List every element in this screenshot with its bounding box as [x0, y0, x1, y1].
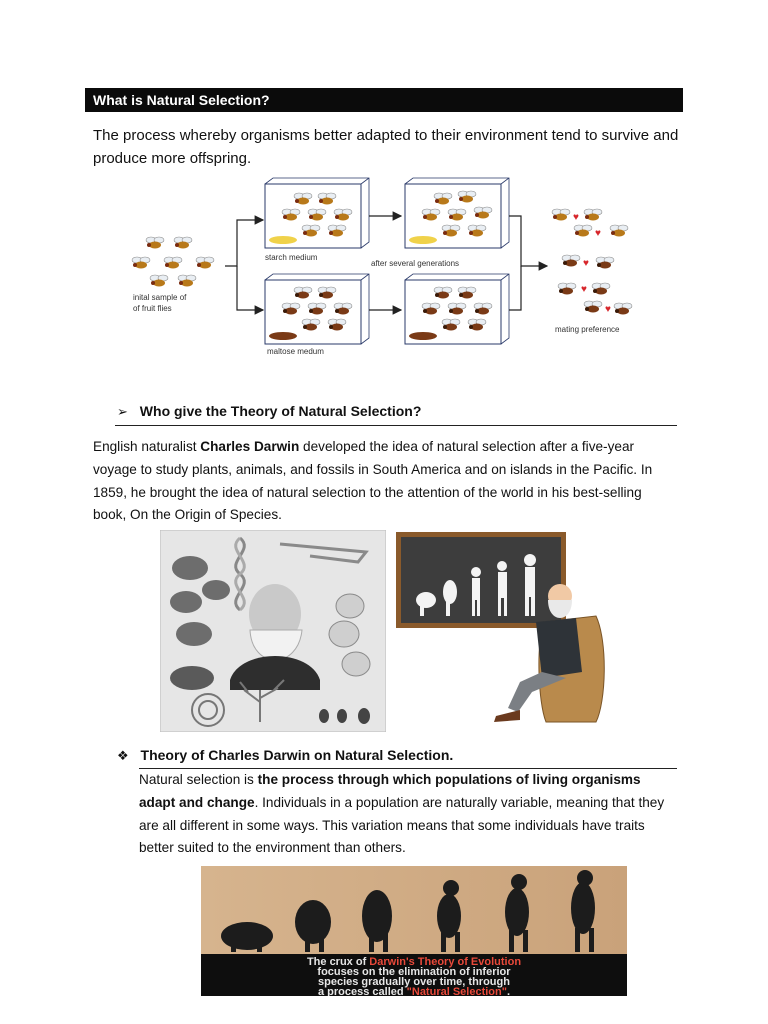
starch-cage-2: [405, 178, 509, 248]
initial-label-2: of fruit flies: [133, 304, 172, 313]
darwin-para-text: English naturalist: [93, 439, 201, 454]
maltose-cage-1: [265, 274, 369, 344]
section-title: What is Natural Selection?: [93, 92, 270, 108]
darwin-collage-image: [160, 530, 386, 732]
svg-text:a process called "Natural Sele: [318, 986, 510, 996]
maltose-label: maltose medum: [267, 347, 324, 356]
section-title-banner: [85, 88, 683, 112]
darwin-chalkboard-image: [396, 532, 608, 732]
section2-heading: Who give the Theory of Natural Selection?: [139, 403, 422, 419]
starch-label: starch medium: [265, 253, 318, 262]
definition-text: The process whereby organisms better adapted to their environment tend to survive and produce more offspring.: [93, 127, 679, 167]
ns-para-text-cont: . Individuals in a population are naturally variable, meaning that they are all different in some ways. This variation means that some individuals have traits better suited to the environment than others.: [139, 794, 665, 856]
diamond-bullet-icon: ❖: [117, 748, 129, 763]
section3-heading-row: [117, 746, 453, 765]
section2-divider: [115, 425, 677, 426]
maltose-cage-2: [405, 274, 509, 344]
mating-pairs: [552, 209, 632, 315]
svg-text:♥: ♥: [595, 228, 601, 239]
banner-line4-pre: a process called: [317, 986, 407, 996]
starch-cage-1: [265, 178, 369, 248]
svg-text:♥: ♥: [583, 258, 589, 269]
darwin-name: Charles Darwin: [200, 439, 300, 454]
generations-label: after several generations: [371, 259, 460, 268]
fruit-fly-diagram: [125, 176, 645, 360]
section3-heading: Theory of Charles Darwin on Natural Selection.: [140, 747, 454, 763]
darwin-paragraph: [93, 436, 665, 527]
natural-selection-paragraph: [139, 769, 679, 860]
evolution-banner-image: [201, 866, 627, 996]
banner-line4-em: "Natural Selection": [406, 986, 507, 996]
svg-text:♥: ♥: [605, 304, 611, 315]
banner-line1-pre: The crux of: [306, 956, 370, 968]
banner-line4-post: .: [506, 986, 511, 996]
ns-definition-bold: the process through which populations of living organisms adapt and change: [139, 772, 641, 810]
svg-text:♥: ♥: [581, 284, 587, 295]
darwin-para-text-cont: developed the idea of natural selection after a five-year voyage to study plants, animals, and fossils in South America and on islands in the Pacific. In 1859, he brought the idea of natural selection to the attention of the world in his best-selling book, On the Origin of Species.: [93, 439, 653, 523]
initial-flies: [132, 237, 214, 287]
banner-line3: species gradually over time, through: [318, 976, 510, 988]
arrow-bullet-icon: ➢: [117, 404, 128, 419]
section2-heading-row: [117, 402, 421, 421]
banner-line1-em: Darwin's Theory of Evolution: [369, 956, 522, 968]
banner-line2: focuses on the elimination of inferior: [317, 966, 511, 978]
initial-label-1: inital sample of: [133, 293, 187, 302]
mating-label: mating preference: [555, 325, 620, 334]
svg-text:♥: ♥: [573, 212, 579, 223]
ns-para-text: Natural selection is: [139, 772, 258, 787]
